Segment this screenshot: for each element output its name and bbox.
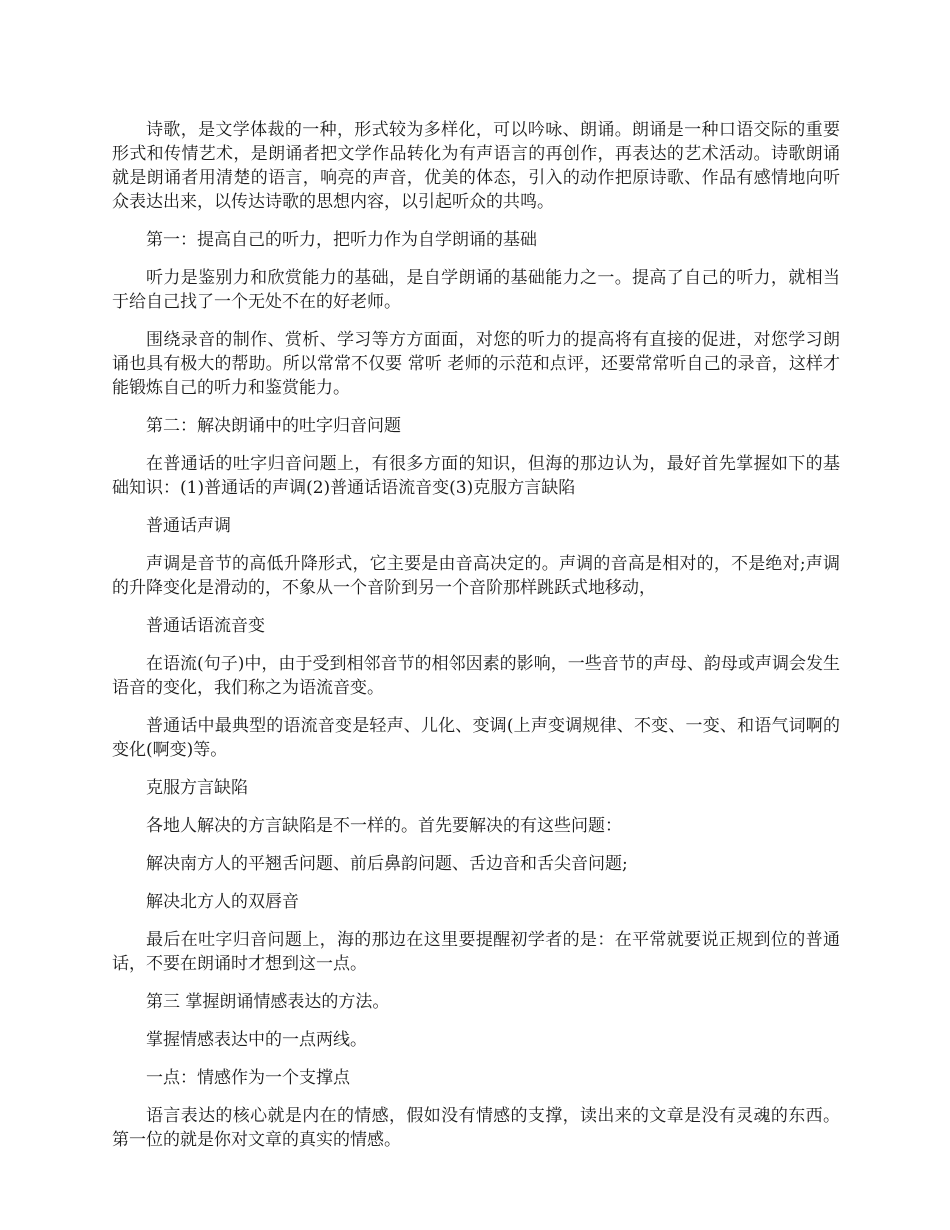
paragraph: 解决南方人的平翘舌问题、前后鼻韵问题、舌边音和舌尖音问题; [146, 854, 628, 874]
paragraph: 听力是鉴别力和欣赏能力的基础，是自学朗诵的基础能力之一。提高了自己的听力，就相当于给自己找了一个无处不在的好老师。 [112, 268, 840, 312]
subheading-one-point: 一点：情感作为一个支撑点 [146, 1068, 350, 1088]
paragraph: 普通话中最典型的语流音变是轻声、儿化、变调(上声变调规律、不变、一变、和语气词啊的变化(啊变)等。 [112, 716, 840, 760]
paragraph: 语言表达的核心就是内在的情感，假如没有情感的支撑，读出来的文章是没有灵魂的东西。第一位的就是你对文章的真实的情感。 [112, 1106, 840, 1150]
paragraph-intro: 诗歌，是文学体裁的一种，形式较为多样化，可以吟咏、朗诵。朗诵是一种口语交际的重要形式和传情艺术，是朗诵者把文学作品转化为有声语言的再创作，再表达的艺术活动。诗歌朗诵就是朗诵者用清楚的语言，响亮的声音，优美的体态，引入的动作把原诗歌、作品有感情地向听众表达出来，以传达诗歌的思想内容，以引起听众的共鸣。 [112, 120, 840, 212]
subheading-tones: 普通话声调 [146, 516, 231, 536]
section-heading-articulation: 第二：解决朗诵中的吐字归音问题 [146, 416, 401, 436]
section-heading-listening: 第一：提高自己的听力，把听力作为自学朗诵的基础 [146, 230, 537, 250]
subheading-dialect: 克服方言缺陷 [146, 778, 248, 798]
paragraph: 在语流(句子)中，由于受到相邻音节的相邻因素的影响，一些音节的声母、韵母或声调会发生语音的变化，我们称之为语流音变。 [112, 654, 840, 698]
paragraph: 声调是音节的高低升降形式，它主要是由音高决定的。声调的音高是相对的，不是绝对;声调的升降变化是滑动的，不象从一个音阶到另一个音阶那样跳跃式地移动， [112, 554, 840, 598]
paragraph: 围绕录音的制作、赏析、学习等方方面面，对您的听力的提高将有直接的促进，对您学习朗诵也具有极大的帮助。所以常常不仅要 常听 老师的示范和点评，还要常常听自己的录音，这样才能锻炼自己的听力和鉴赏能力。 [112, 330, 840, 398]
paragraph: 在普通话的吐字归音问题上，有很多方面的知识，但海的那边认为，最好首先掌握如下的基础知识：(1)普通话的声调(2)普通话语流音变(3)克服方言缺陷 [112, 454, 840, 498]
paragraph: 各地人解决的方言缺陷是不一样的。首先要解决的有这些问题： [146, 816, 622, 836]
paragraph: 掌握情感表达中的一点两线。 [146, 1030, 367, 1050]
paragraph: 最后在吐字归音问题上，海的那边在这里要提醒初学者的是：在平常就要说正规到位的普通话，不要在朗诵时才想到这一点。 [112, 930, 840, 974]
paragraph: 解决北方人的双唇音 [146, 892, 299, 912]
document-body [112, 118, 840, 1166]
subheading-sound-change: 普通话语流音变 [146, 616, 265, 636]
section-heading-emotion: 第三 掌握朗诵情感表达的方法。 [146, 992, 390, 1012]
